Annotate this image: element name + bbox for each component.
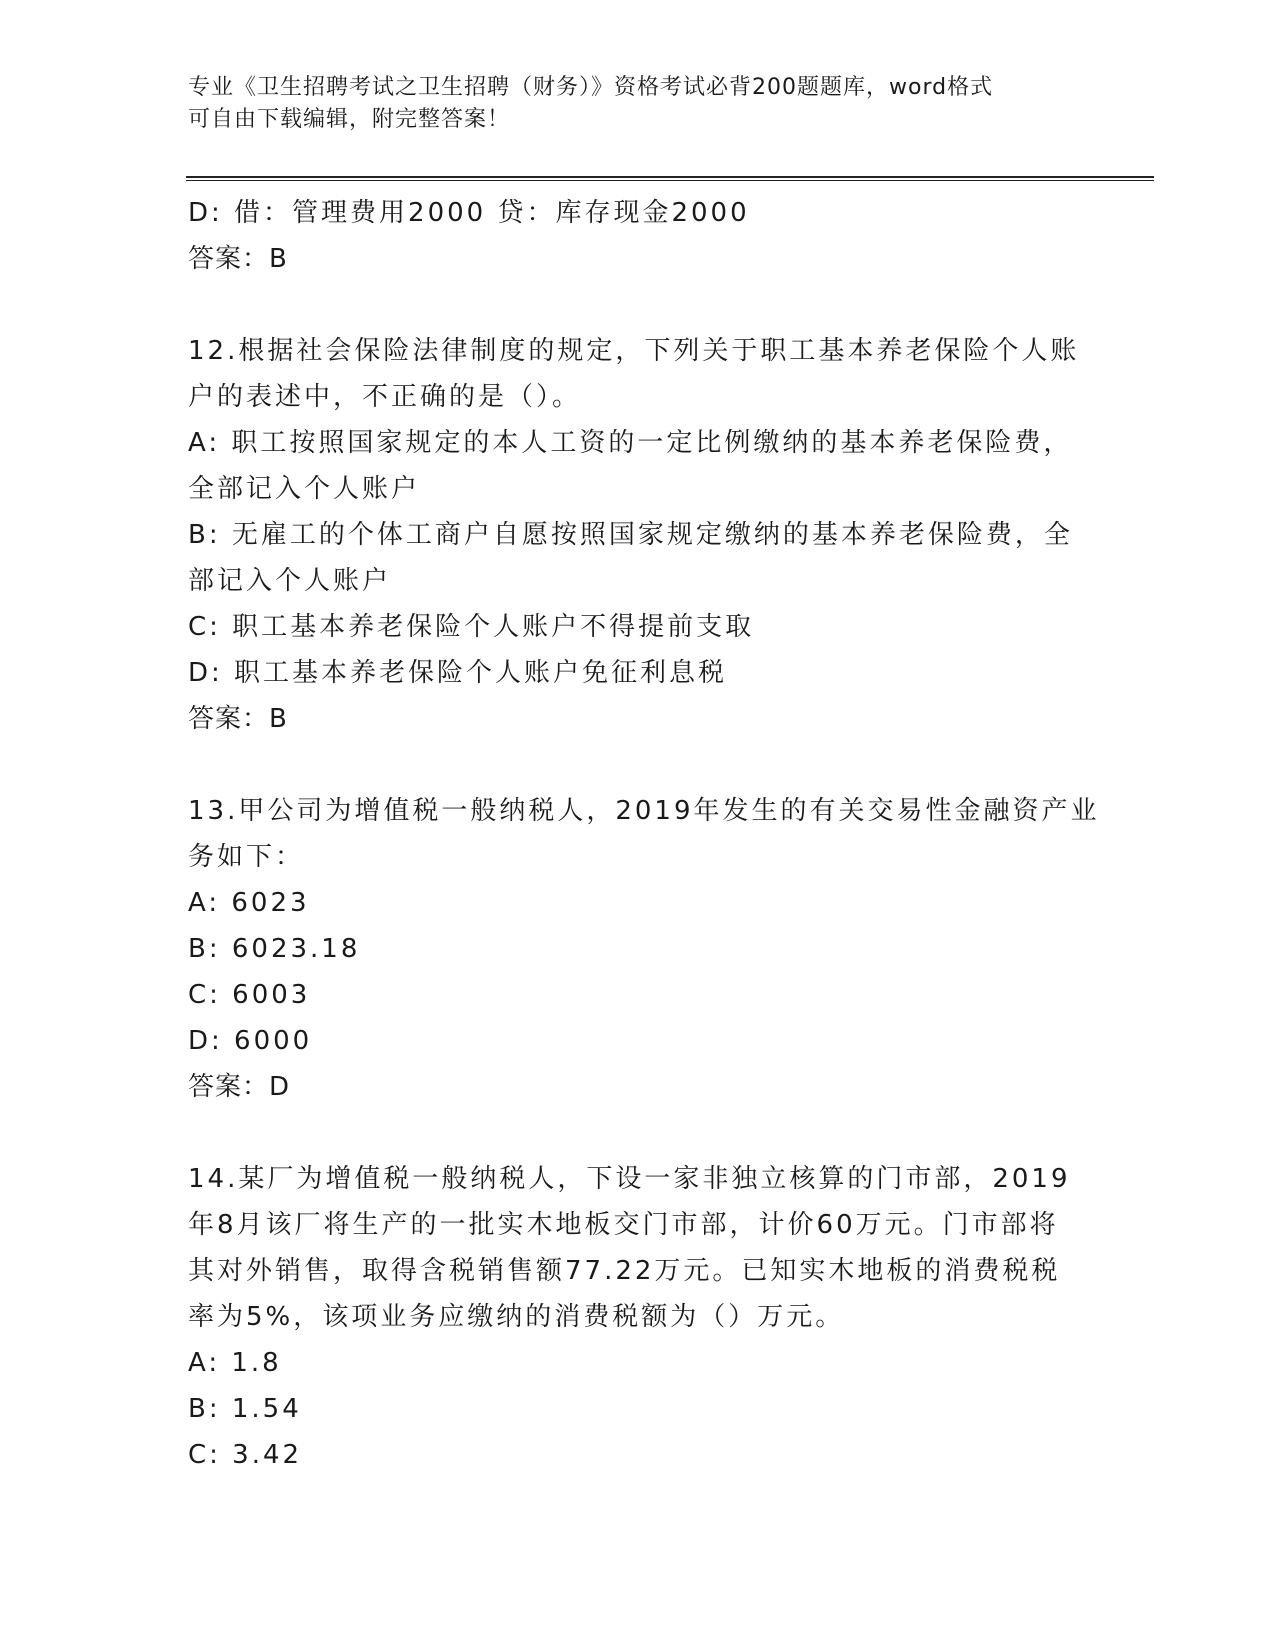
question-stem: 户的表述中，不正确的是（）。	[188, 382, 582, 412]
page-header	[188, 72, 1068, 136]
option-a: 全部记入个人账户	[188, 474, 421, 504]
spacer	[188, 1110, 1088, 1156]
option-a: A: 6023	[188, 888, 310, 918]
question-stem: 率为5%，该项业务应缴纳的消费税额为（）万元。	[188, 1302, 845, 1332]
question-stem: 年8月该厂将生产的一批实木地板交门市部，计价60万元。门市部将	[188, 1210, 1059, 1240]
question-stem: 14.某厂为增值税一般纳税人，下设一家非独立核算的门市部，2019	[188, 1164, 1071, 1194]
question-stem: 13.甲公司为增值税一般纳税人，2019年发生的有关交易性金融资产业	[188, 796, 1100, 826]
option-c: C: 职工基本养老保险个人账户不得提前支取	[188, 612, 755, 642]
option-b: 部记入个人账户	[188, 566, 392, 596]
option-b: B: 无雇工的个体工商户自愿按照国家规定缴纳的基本养老保险费，全	[188, 520, 1073, 550]
option-c: C: 6003	[188, 980, 311, 1010]
option-c: C: 3.42	[188, 1440, 303, 1470]
answer: 答案：B	[188, 704, 288, 734]
option-d: D: 6000	[188, 1026, 313, 1056]
header-line: 专业《卫生招聘考试之卫生招聘（财务）》资格考试必背200题题库，word格式	[188, 75, 994, 100]
question-content	[188, 190, 1100, 1478]
option-b: B: 6023.18	[188, 934, 361, 964]
question-14	[188, 1156, 1088, 1478]
spacer	[188, 282, 1088, 328]
question-13	[188, 788, 1100, 1110]
question-stem: 其对外销售，取得含税销售额77.22万元。已知实木地板的消费税税	[188, 1256, 1061, 1286]
option-a: A: 1.8	[188, 1348, 282, 1378]
answer: 答案：D	[188, 1072, 291, 1102]
option-a: A: 职工按照国家规定的本人工资的一定比例缴纳的基本养老保险费，	[188, 428, 1073, 458]
header-divider	[186, 176, 1154, 181]
question-stem: 务如下：	[188, 842, 305, 872]
question-stem: 12.根据社会保险法律制度的规定，下列关于职工基本养老保险个人账	[188, 336, 1080, 366]
spacer	[188, 742, 1088, 788]
option-d: D: 借：管理费用2000 贷：库存现金2000	[188, 198, 750, 228]
answer: 答案：B	[188, 244, 288, 274]
header-line: 可自由下载编辑，附完整答案！	[188, 107, 511, 132]
question-12	[188, 328, 1088, 742]
option-b: B: 1.54	[188, 1394, 302, 1424]
option-d: D: 职工基本养老保险个人账户免征利息税	[188, 658, 728, 688]
